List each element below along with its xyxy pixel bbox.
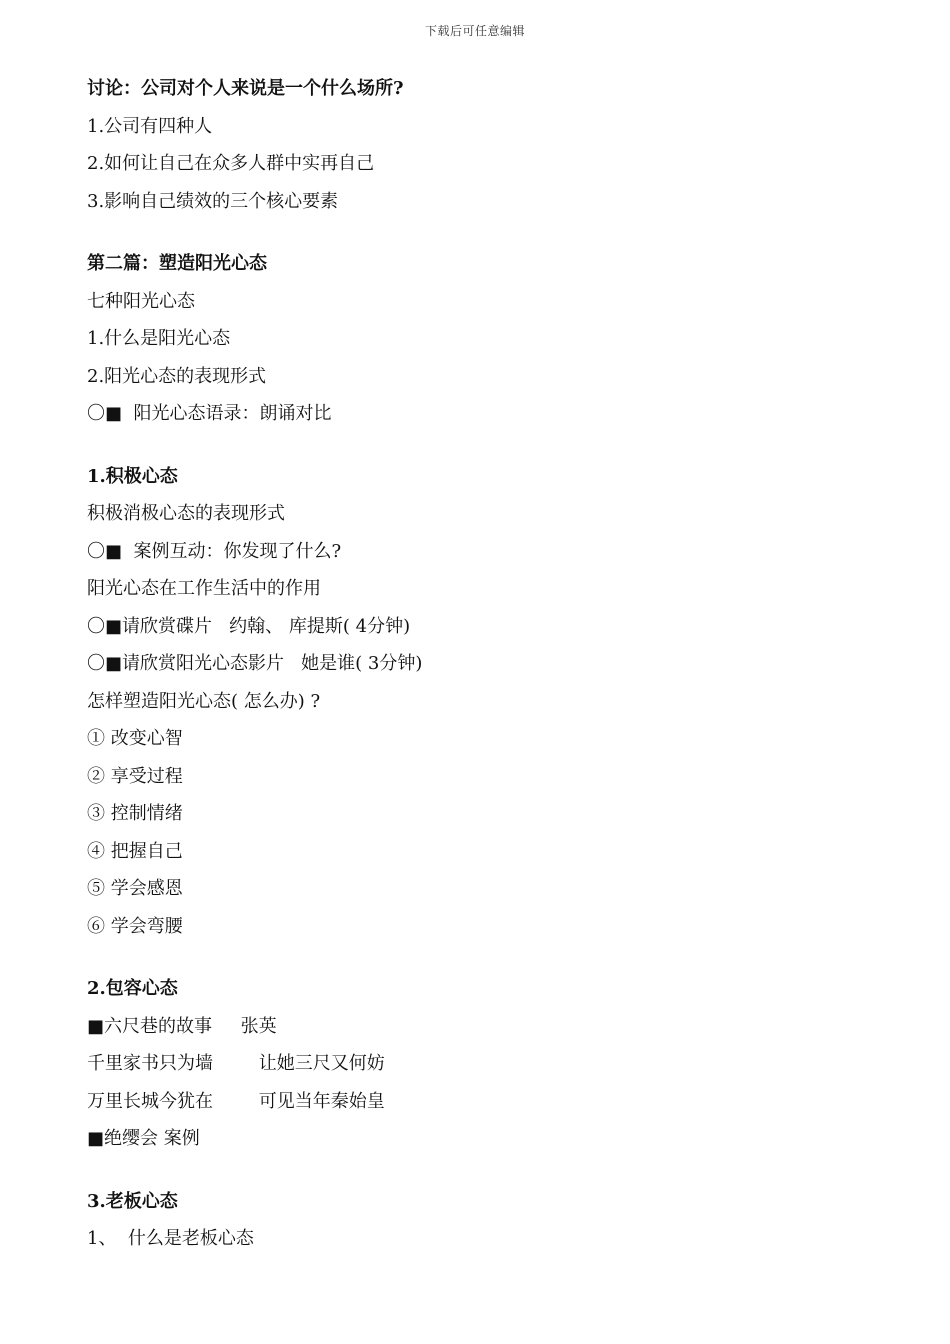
list-item: 3.影响自己绩效的三个核心要素 (87, 190, 339, 212)
section-positive-mindset (87, 458, 887, 946)
section-part-two (87, 245, 887, 433)
list-item: 〇■ 案例互动：你发现了什么? (87, 540, 342, 562)
section-heading: 1.积极心态 (87, 465, 178, 487)
list-item: ■六尺巷的故事 张英 (87, 1015, 277, 1037)
section-spacer (87, 433, 887, 458)
list-item: 七种阳光心态 (87, 290, 195, 312)
list-item: 怎样塑造阳光心态( 怎么办) ? (87, 690, 321, 712)
list-item: 阳光心态在工作生活中的作用 (87, 578, 321, 599)
section-heading: 第二篇：塑造阳光心态 (87, 253, 267, 274)
list-item: 积极消极心态的表现形式 (87, 503, 285, 524)
document-body (87, 70, 887, 1258)
list-item: ④ 把握自己 (87, 840, 183, 862)
list-item: ⑥ 学会弯腰 (87, 915, 183, 937)
list-item: ■绝缨会 案例 (87, 1128, 200, 1149)
list-item: 〇■请欣赏碟片 约翰、 库提斯( 4分钟) (87, 615, 411, 637)
section-tolerance-mindset (87, 970, 887, 1158)
list-item: 〇■ 阳光心态语录：朗诵对比 (87, 403, 332, 424)
list-item: 〇■请欣赏阳光心态影片 她是谁( 3分钟) (87, 653, 423, 674)
section-heading: 讨论：公司对个人来说是一个什么场所? (87, 78, 404, 99)
section-heading: 3.老板心态 (87, 1190, 178, 1212)
list-item: ⑤ 学会感恩 (87, 878, 183, 899)
list-item: ② 享受过程 (87, 765, 183, 787)
section-spacer (87, 1158, 887, 1183)
list-item: 2.如何让自己在众多人群中实再自己 (87, 153, 375, 174)
list-item: ① 改变心智 (87, 728, 183, 749)
section-discussion (87, 70, 887, 220)
list-item: 千里家书只为墙 让她三尺又何妨 (87, 1053, 385, 1074)
list-item: 万里长城今犹在 可见当年秦始皇 (87, 1090, 385, 1112)
list-item: 1、 什么是老板心态 (87, 1228, 254, 1249)
section-spacer (87, 220, 887, 245)
page-header-note: 下载后可任意编辑 (424, 24, 525, 38)
list-item: 2.阳光心态的表现形式 (87, 365, 267, 387)
section-heading: 2.包容心态 (87, 978, 178, 999)
list-item: 1.什么是阳光心态 (87, 328, 231, 349)
list-item: ③ 控制情绪 (87, 803, 183, 824)
list-item: 1.公司有四种人 (87, 115, 213, 137)
section-boss-mindset (87, 1183, 887, 1258)
section-spacer (87, 945, 887, 970)
